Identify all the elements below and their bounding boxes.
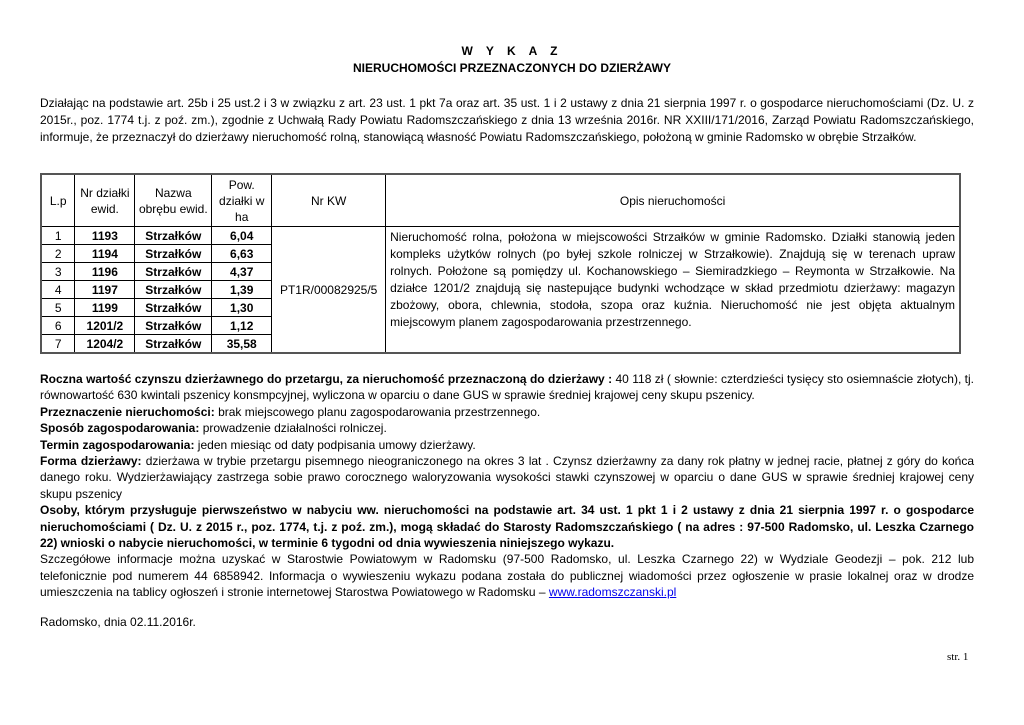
parcels-table: [40, 173, 961, 354]
document-date: Radomsko, dnia 02.11.2016r.: [40, 615, 196, 629]
intro-paragraph: Działając na podstawie art. 25b i 25 ust.2 i 3 w związku z art. 23 ust. 1 pkt 7a oraz art. 35 ust. 1 i 2 ustawy z dnia 21 sierpnia 1997 r. o gospodarce nieruchomościami (Dz. U. z 2015r., poz. 1774 t.j. z poź. zm.), zgodnie z Uchwałą Rady Powiatu Radomszczańskiego z dnia 13 września 2016r. NR XXIII/171/2016, Zarząd Powiatu Radomszczańskiego, informuje, że przeznaczył do dzierżawy nieruchomość rolną, stanowiącą własność Powiatu Radomszczańskiego, położoną w gminie Radomsko w obrębie Strzałków.: [40, 96, 974, 144]
header-lp: L.p: [41, 174, 75, 227]
cell-lp: 1: [41, 227, 75, 245]
cell-pow: 1,39: [212, 281, 272, 299]
header-powierzchnia: Pow. działki w ha: [212, 174, 272, 227]
cell-pow: 4,37: [212, 263, 272, 281]
terms-section: [40, 371, 974, 601]
cell-lp: 5: [41, 299, 75, 317]
cell-lp: 7: [41, 335, 75, 354]
cell-obreb: Strzałków: [135, 317, 212, 335]
przeznaczenie-paragraph: [40, 404, 974, 420]
czynsz-label: Roczna wartość czynszu dzierżawnego do przetargu, za nieruchomość przeznaczoną do dzierżawy :: [40, 372, 613, 386]
cell-pow: 6,04: [212, 227, 272, 245]
cell-lp: 3: [41, 263, 75, 281]
cell-pow: 1,12: [212, 317, 272, 335]
header-obreb: Nazwa obrębu ewid.: [135, 174, 212, 227]
sposob-paragraph: [40, 420, 974, 436]
info-text: Szczegółowe informacje można uzyskać w Starostwie Powiatowym w Radomsku (97-500 Radomsko, ul. Leszka Czarnego 22) w Wydziale Geodezji – pok. 212 lub telefonicznie pod numerem 44 6858942. Informacja o wywieszeniu wykazu podana została do publicznej wiadomości przez ogłoszenie w prasie lokalnej oraz w drodze umieszczenia na tablicy ogłoszeń i stronie internetowej Starostwa Powiatowego w Radomsku –: [40, 552, 974, 600]
forma-paragraph: [40, 453, 974, 502]
table-header-row: [41, 174, 960, 227]
forma-label: Forma dzierżawy:: [40, 454, 142, 469]
cell-opis: Nieruchomość rolna, położona w miejscowości Strzałków w gminie Radomsko. Działki stanowią jeden kompleks użytków rolnych (po byłej szkole rolniczej w Strzałkowie). Znajdują się w terenach upraw rolnych. Położone są pomiędzy ul. Kochanowskiego – Siemiradzkiego – Reymonta w Strzałkowie. Na działce 1201/2 znajdują się nastepujące budynki wchodzące w skład przedmiotu dzierżawy: magazyn zbożowy, obora, chlewnia, stodoła, szopa oraz kuźnia. Nieruchomość nie jest objęta aktualnym miejscowym planem zagospodarowania przestrzennego.: [386, 227, 960, 354]
cell-obreb: Strzałków: [135, 281, 212, 299]
termin-text: jeden miesiąc od daty podpisania umowy dzierżawy.: [194, 437, 476, 452]
cell-obreb: Strzałków: [135, 299, 212, 317]
osoby-paragraph: [40, 502, 974, 551]
cell-obreb: Strzałków: [135, 335, 212, 354]
header-nr-kw: Nr KW: [272, 174, 386, 227]
cell-nr-kw: PT1R/00082925/5: [272, 227, 386, 354]
sposob-text: prowadzenie działalności rolniczej.: [199, 421, 387, 436]
cell-nr: 1197: [75, 281, 135, 299]
cell-obreb: Strzałków: [135, 263, 212, 281]
cell-nr: 1196: [75, 263, 135, 281]
cell-lp: 4: [41, 281, 75, 299]
czynsz-text: 40 118 zł ( słownie: czterdzieści tysięcy sto osiemnaście złotych), tj. równowartość 630 kwintali pszenicy konsmpcyjnej, wyliczona w oparciu o dane GUS w sprawie średniej krajowej ceny skupu pszenicy.: [40, 372, 975, 403]
cell-lp: 6: [41, 317, 75, 335]
document-subtitle: NIERUCHOMOŚCI PRZEZNACZONYCH DO DZIERŻAWY: [353, 61, 671, 75]
website-link[interactable]: www.radomszczanski.pl: [548, 585, 677, 600]
forma-text: dzierżawa w trybie przetargu pisemnego nieograniczonego na okres 3 lat . Czynsz dzierżawny za dany rok płatny w jednej racie, płatnej z góry do końca danego roku. Wydzierżawiający zastrzega sobie prawo corocznego waloryzowania wysokości stawki czynszowej w oparciu o dane GUS w sprawie średniej krajowej ceny skupu pszenicy: [40, 454, 974, 501]
cell-nr: 1193: [75, 227, 135, 245]
cell-nr: 1204/2: [75, 335, 135, 354]
page-number: str. 1: [947, 651, 969, 663]
cell-pow: 35,58: [212, 335, 272, 354]
info-paragraph: [40, 551, 974, 600]
table-row: [41, 227, 960, 245]
cell-obreb: Strzałków: [135, 245, 212, 263]
przeznaczenie-label: Przeznaczenie nieruchomości:: [40, 404, 215, 419]
cell-pow: 1,30: [212, 299, 272, 317]
cell-nr: 1199: [75, 299, 135, 317]
header-opis: Opis nieruchomości: [386, 174, 960, 227]
cell-nr: 1194: [75, 245, 135, 263]
document-title: W Y K A Z: [461, 44, 563, 58]
cell-obreb: Strzałków: [135, 227, 212, 245]
termin-label: Termin zagospodarowania:: [40, 437, 195, 452]
cell-pow: 6,63: [212, 245, 272, 263]
czynsz-paragraph: [40, 371, 974, 404]
osoby-text: Osoby, którym przysługuje pierwszeństwo w nabyciu ww. nieruchomości na podstawie art. 34 ust. 1 pkt 1 i 2 ustawy z dnia 21 sierpnia 1997 r. o gospodarce nieruchomościami ( Dz. U. z 2015 r., poz. 1774, t.j. z poź. zm.), mogą składać do Starosty Radomszczańskiego ( na adres : 97-500 Radomsko, ul. Leszka Czarnego 22) wnioski o nabycie nieruchomości, w terminie 6 tygodni od dnia wywieszenia niniejszego wykazu.: [40, 503, 974, 551]
sposob-label: Sposób zagospodarowania:: [40, 421, 200, 436]
przeznaczenie-text: brak miejscowego planu zagospodarowania przestrzennego.: [214, 404, 541, 419]
cell-lp: 2: [41, 245, 75, 263]
cell-nr: 1201/2: [75, 317, 135, 335]
termin-paragraph: [40, 437, 974, 453]
header-nr-dzialki: Nr działki ewid.: [75, 174, 135, 227]
